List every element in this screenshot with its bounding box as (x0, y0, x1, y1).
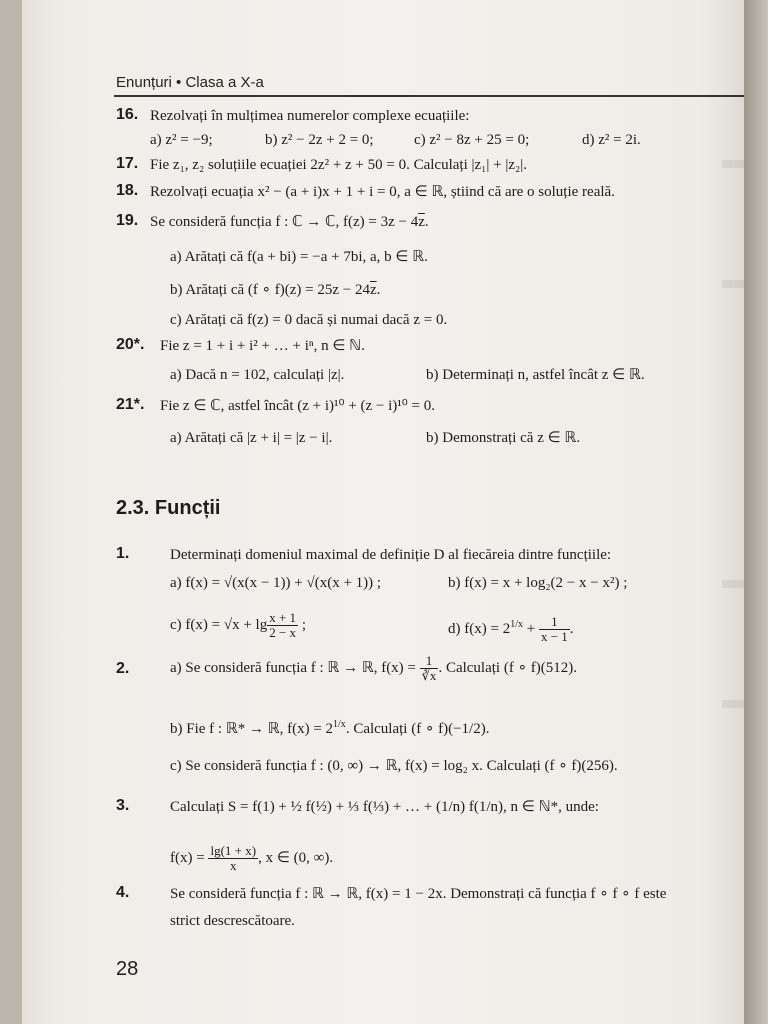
functions-problem-2-a: a) Se consideră funcția f : ℝ → ℝ, f(x) = $\frac{1}{∛x}$ . Calculați (f ∘ f)(512). (170, 653, 577, 684)
functions-problem-1-number: 1. (116, 545, 130, 562)
problem-21-text: Fie z ∈ ℂ, astfel încât (z + i)¹⁰ + (z − i)¹⁰ = 0. (160, 398, 435, 414)
problem-21-a: a) Arătați că |z + i| = |z − i|. (170, 430, 333, 446)
functions-problem-3-number: 3. (116, 797, 130, 814)
functions-problem-4-text-cont: strict descrescătoare. (170, 913, 295, 929)
functions-problem-4-number: 4. (116, 884, 130, 901)
functions-problem-1-text: Determinați domeniul maximal de definiție D al fiecăreia dintre funcțiile: (170, 547, 612, 563)
bleed-through-mark (722, 700, 744, 708)
problem-16-number: 16. (116, 106, 139, 123)
running-header: Enunțuri • Clasa a X-a (116, 74, 264, 91)
problem-20-number: 20*. (116, 336, 145, 353)
header-rule (114, 95, 744, 97)
problem-19-text: Se consideră funcția f : ℂ → ℂ, $f(z) = 3z - 4\overline{z}$. (150, 214, 429, 230)
problem-19-number: 19. (116, 212, 139, 229)
problem-20-text: Fie z = 1 + i + i² + … + iⁿ, n ∈ ℕ. (160, 338, 365, 354)
functions-problem-2-b: b) Fie f : ℝ* → ℝ, $f(x) = 2^{1/x}$. Calculați (f ∘ f)(−1/2). (170, 719, 490, 737)
page-number: 28 (116, 958, 139, 980)
functions-problem-3-definition: f(x) = $\frac{\lg(1 + x)}{x}$ , x ∈ (0, ∞). (170, 843, 334, 874)
functions-problem-1-d: d) $f(x) = 2^{1/x}$ + $\frac{1}{x - 1}$ . (448, 614, 574, 645)
problem-19-a: a) Arătați că f(a + bi) = −a + 7bi, a, b ∈ ℝ. (170, 249, 428, 265)
bleed-through-mark (722, 580, 744, 588)
functions-problem-1-a: a) f(x) = √(x(x − 1)) + √(x(x + 1)) ; (170, 575, 382, 591)
problem-21-b: b) Demonstrați că z ∈ ℝ. (426, 430, 581, 446)
problem-18-number: 18. (116, 182, 139, 199)
section-title: 2.3. Funcții (116, 497, 221, 519)
problem-20-b: b) Determinați n, astfel încât z ∈ ℝ. (426, 367, 645, 383)
next-page-edge (744, 0, 768, 1024)
functions-problem-1-c: c) f(x) = √x + lg $\frac{x + 1}{2 - x}$ ; (170, 610, 306, 641)
problem-19-c: c) Arătați că f(z) = 0 dacă și numai dacă z = 0. (170, 312, 448, 328)
problem-21-number: 21*. (116, 396, 145, 413)
problem-18-text: Rezolvați ecuația x² − (a + i)x + 1 + i = 0, a ∈ ℝ, știind că are o soluție reală. (150, 184, 615, 200)
problem-16-text: Rezolvați în mulțimea numerelor complexe ecuațiile: (150, 108, 470, 124)
problem-16-c: c) z² − 8z + 25 = 0; (414, 132, 530, 148)
problem-16-b: b) z² − 2z + 2 = 0; (265, 132, 374, 148)
problem-20-a: a) Dacă n = 102, calculați |z|. (170, 367, 345, 383)
problem-16-d: d) z² = 2i. (582, 132, 641, 148)
functions-problem-1-b: b) f(x) = x + log₂(2 − x − x²) ; (448, 575, 628, 591)
functions-problem-4-text: Se consideră funcția f : ℝ → ℝ, f(x) = 1 − 2x. Demonstrați că funcția f ∘ f ∘ f este (170, 886, 667, 902)
book-page (22, 0, 744, 1024)
problem-19-b: b) Arătați că (f ∘ $f)(z) = 25z - 24\overline{z}$. (170, 282, 381, 298)
problem-17-number: 17. (116, 155, 139, 172)
problem-17-text: Fie z₁, z₂ soluțiile ecuației 2z² + z + 50 = 0. Calculați |z₁| + |z₂|. (150, 157, 527, 173)
problem-16-a: a) z² = −9; (150, 132, 213, 148)
bleed-through-mark (722, 280, 744, 288)
functions-problem-2-number: 2. (116, 660, 130, 677)
functions-problem-2-c: c) Se consideră funcția f : (0, ∞) → ℝ, f(x) = log₂ x. Calculați (f ∘ f)(256). (170, 758, 618, 774)
functions-problem-3-text: Calculați S = f(1) + ½ f(½) + ⅓ f(⅓) + … + (1/n) f(1/n), n ∈ ℕ*, unde: (170, 799, 599, 815)
bleed-through-mark (722, 160, 744, 168)
